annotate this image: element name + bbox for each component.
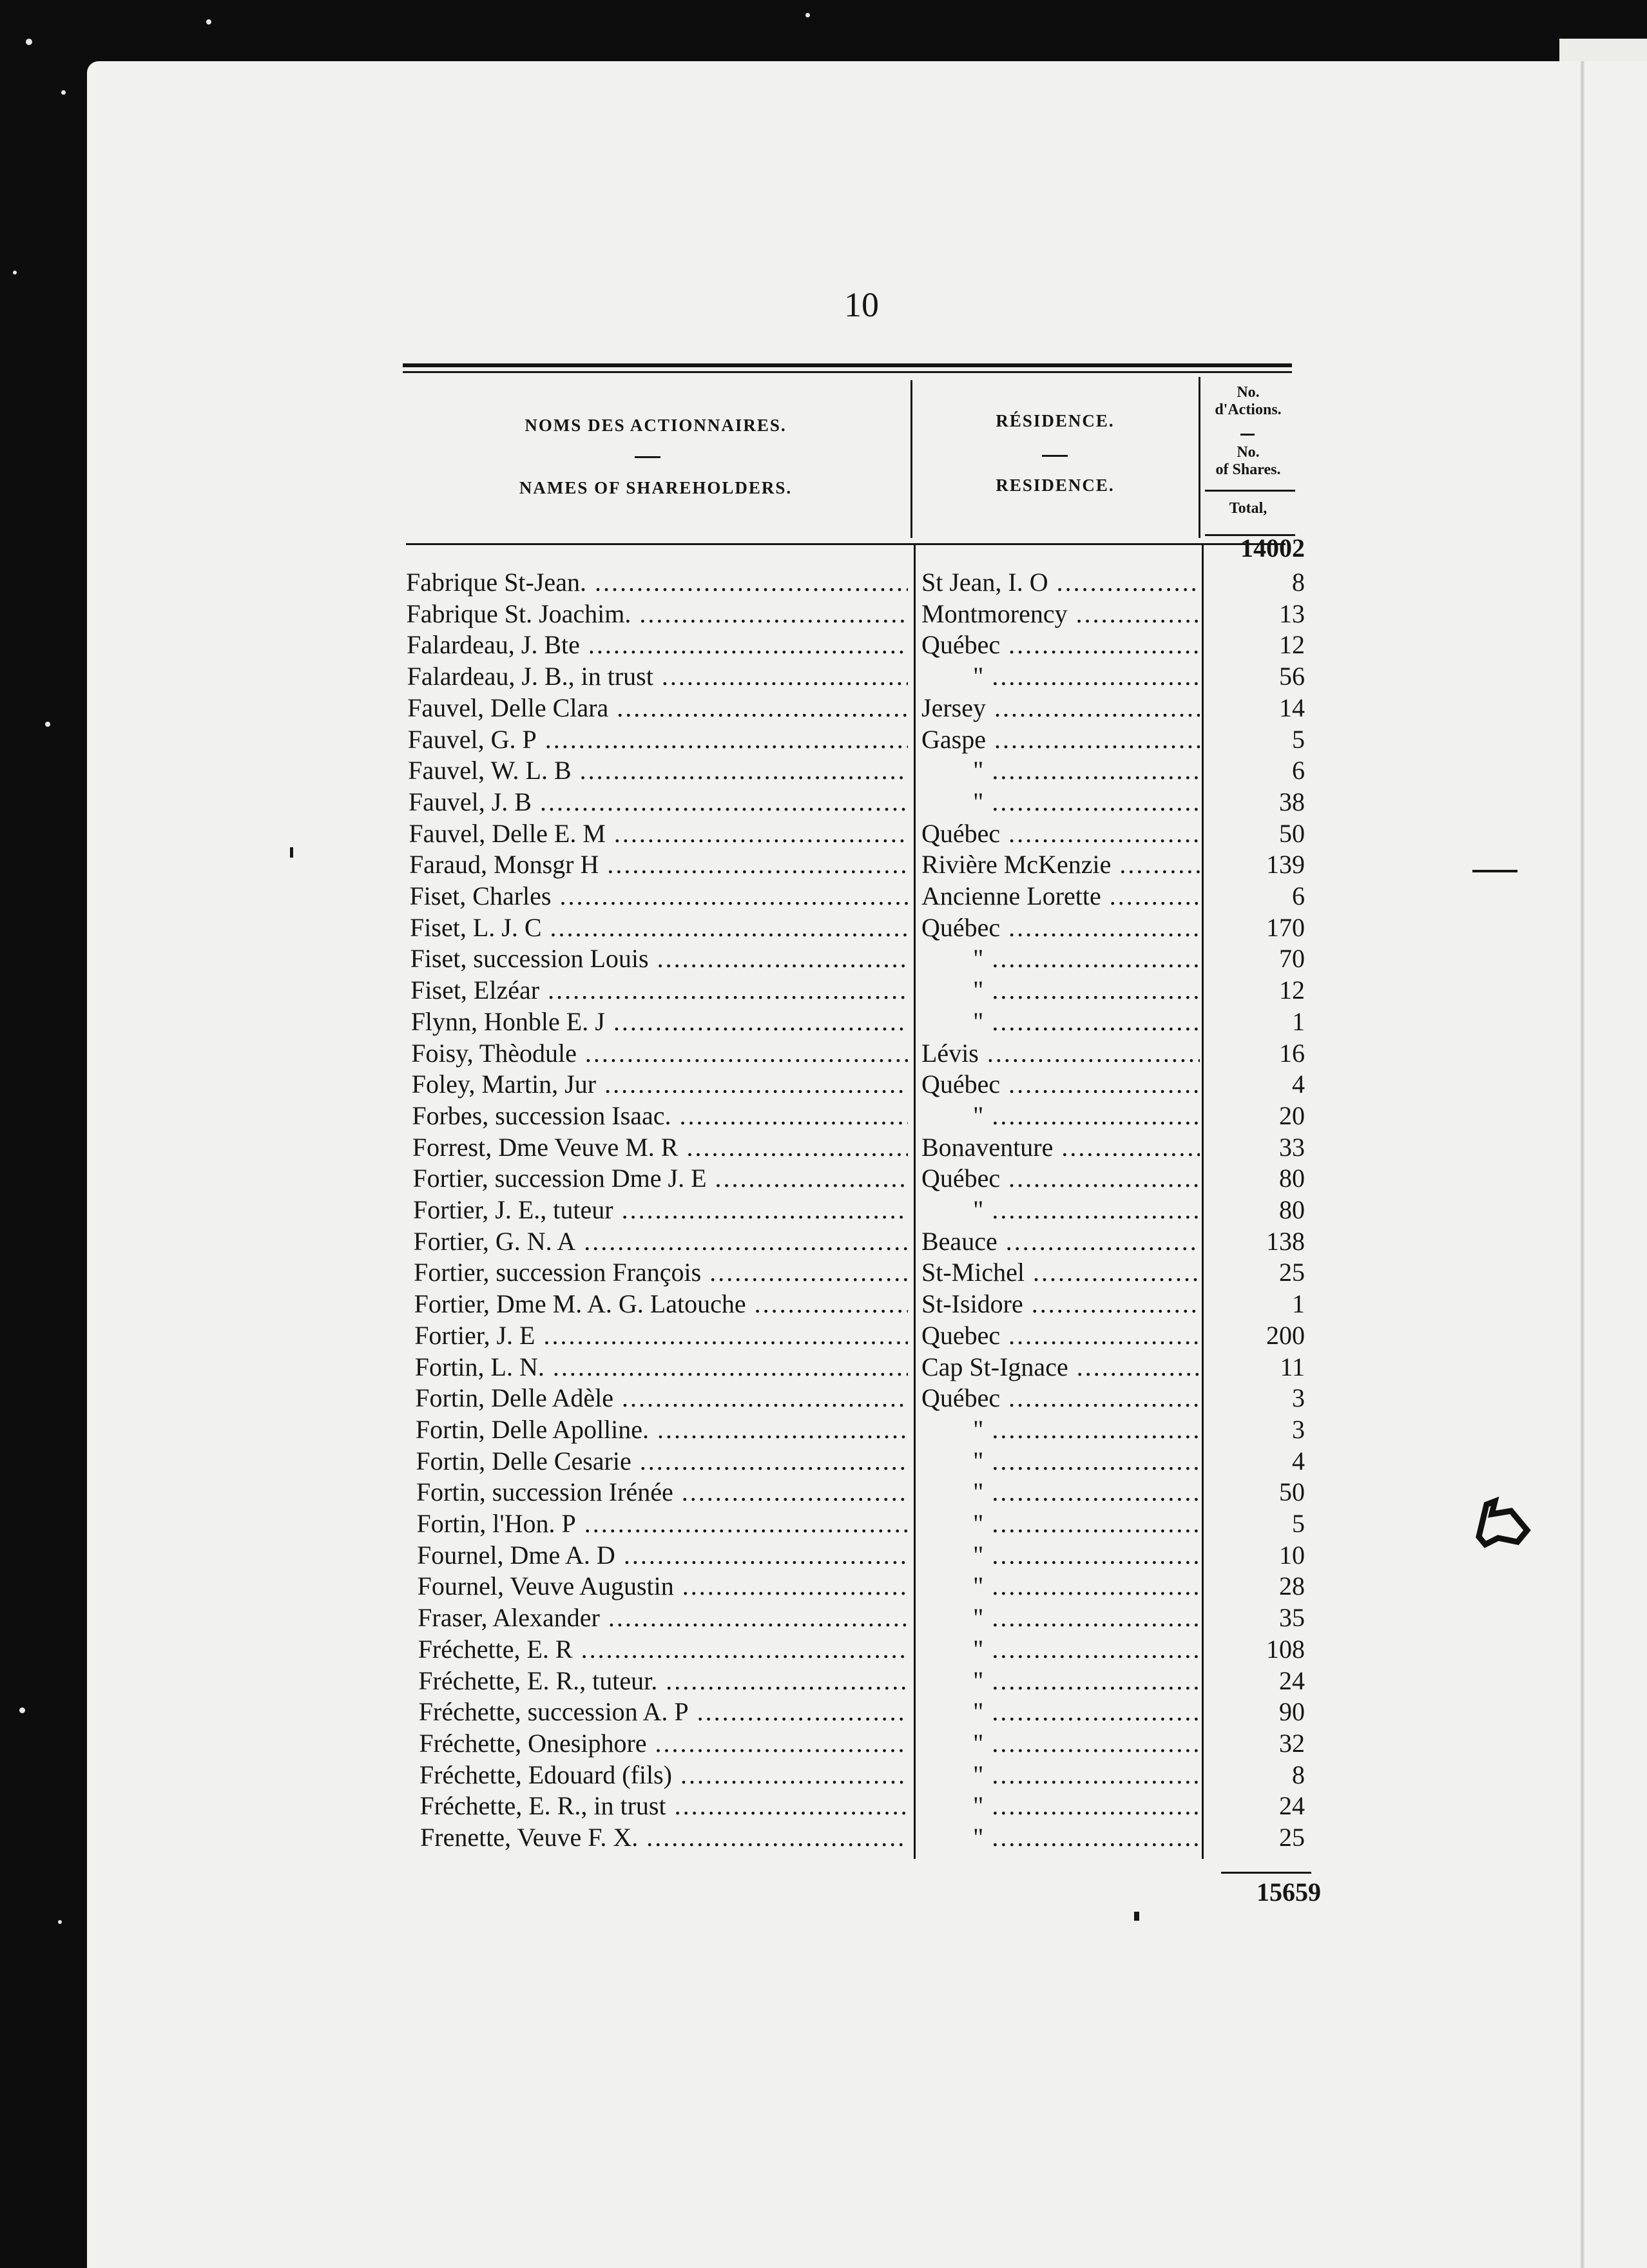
table-row xyxy=(0,1822,1647,1854)
table-row xyxy=(0,1383,1647,1414)
shareholder-name: Fraser, Alexander ..... xyxy=(418,1602,908,1633)
shareholder-shares: 5 xyxy=(1292,1509,1305,1538)
shareholder-residence: " ..... xyxy=(921,1666,1200,1696)
shareholder-shares: 24 xyxy=(1279,1666,1305,1695)
header-residence-en: RESIDENCE. xyxy=(996,476,1115,495)
shareholder-name: Foley, Martin, Jur ..... xyxy=(412,1069,908,1099)
shareholder-residence: " ..... xyxy=(921,787,1200,817)
table-row xyxy=(0,1226,1647,1258)
shareholder-shares: 16 xyxy=(1279,1038,1305,1068)
shareholder-residence: " ..... xyxy=(921,755,1200,785)
shareholder-name: Fauvel, Delle Clara ..... xyxy=(407,693,908,723)
shareholder-shares: 25 xyxy=(1279,1258,1305,1287)
shareholder-residence: " ..... xyxy=(921,1477,1200,1507)
shareholder-name: Fauvel, Delle E. M ..... xyxy=(409,818,908,849)
table-row xyxy=(0,629,1647,661)
shareholder-residence: Québec ..... xyxy=(921,912,1200,943)
stray-dash-mark xyxy=(1472,870,1517,872)
shareholder-name: Fortier, G. N. A ..... xyxy=(414,1226,908,1256)
shareholder-name: Fréchette, Onesiphore ..... xyxy=(419,1728,908,1758)
table-row xyxy=(0,724,1647,756)
shareholder-shares: 50 xyxy=(1279,818,1305,848)
shareholder-shares: 35 xyxy=(1279,1603,1305,1633)
shareholder-name: Flynn, Honble E. J ..... xyxy=(411,1006,908,1037)
shareholder-shares: 139 xyxy=(1266,850,1305,879)
shareholder-name: Foisy, Thèodule ..... xyxy=(411,1038,908,1068)
shareholder-residence: " ..... xyxy=(921,1100,1200,1131)
shareholder-name: Fabrique St. Joachim. ..... xyxy=(407,599,908,629)
scan-speck xyxy=(61,90,66,95)
table-row xyxy=(0,1352,1647,1383)
table-row xyxy=(0,1289,1647,1320)
shareholder-residence: " ..... xyxy=(921,1822,1200,1852)
table-row xyxy=(0,787,1647,818)
table-row xyxy=(0,1602,1647,1634)
shareholder-residence: " ..... xyxy=(921,943,1200,974)
shareholder-shares: 80 xyxy=(1279,1164,1305,1193)
shareholder-residence: Quebec ..... xyxy=(921,1320,1200,1350)
shareholder-name: Forbes, succession Isaac. ..... xyxy=(412,1100,908,1131)
header-total-label: Total, xyxy=(1229,500,1267,517)
shareholder-shares: 4 xyxy=(1292,1070,1305,1099)
shareholder-shares: 1 xyxy=(1292,1006,1305,1036)
shareholder-name: Fréchette, E. R., tuteur. ..... xyxy=(418,1666,908,1696)
shareholder-shares: 10 xyxy=(1279,1540,1305,1570)
shareholder-shares: 24 xyxy=(1279,1791,1305,1821)
shareholder-residence: Montmorency ..... xyxy=(921,599,1200,629)
shareholder-residence: " ..... xyxy=(921,1791,1200,1821)
shareholder-residence: " ..... xyxy=(921,1540,1200,1570)
table-row xyxy=(0,943,1647,975)
shareholder-name: Fortin, l'Hon. P ..... xyxy=(417,1508,909,1539)
shareholder-shares: 14 xyxy=(1279,693,1305,722)
table-row xyxy=(0,755,1647,787)
shareholder-shares: 50 xyxy=(1279,1477,1305,1507)
shareholder-residence: Lévis ..... xyxy=(921,1038,1200,1068)
shareholder-name: Falardeau, J. B., in trust ..... xyxy=(407,661,908,691)
shareholder-name: Fauvel, G. P ..... xyxy=(408,724,908,754)
header-shares-fr-2: d'Actions. xyxy=(1215,401,1282,418)
shareholder-name: Fortin, L. N. ..... xyxy=(415,1352,908,1382)
shareholder-name: Fauvel, W. L. B ..... xyxy=(408,755,908,785)
header-shares-fr-1: No. xyxy=(1237,384,1260,401)
shareholder-shares: 56 xyxy=(1279,662,1305,691)
shareholder-residence: St Jean, I. O ..... xyxy=(921,567,1200,597)
shareholder-residence: Québec ..... xyxy=(921,1069,1200,1099)
shareholder-residence: Gaspe ..... xyxy=(921,724,1200,754)
shareholder-residence: Jersey ..... xyxy=(921,693,1200,723)
scan-speck xyxy=(26,39,32,45)
header-bottom-rule xyxy=(406,543,1286,545)
shareholder-name: Fiset, Elzéar ..... xyxy=(410,975,908,1005)
shareholder-shares: 32 xyxy=(1279,1728,1305,1758)
table-row xyxy=(0,1163,1647,1195)
shareholder-name: Fréchette, E. R., in trust ..... xyxy=(419,1791,908,1821)
shareholder-name: Fournel, Dme A. D ..... xyxy=(417,1540,908,1570)
shareholder-residence: " ..... xyxy=(921,1760,1200,1790)
shareholder-residence: " ..... xyxy=(921,1446,1200,1476)
shareholder-residence: " ..... xyxy=(921,1414,1200,1445)
shareholder-shares: 11 xyxy=(1280,1352,1305,1381)
table-row xyxy=(0,881,1647,912)
brought-forward-total: 14002 xyxy=(1240,533,1305,562)
grand-total-rule xyxy=(1221,1872,1311,1874)
header-dash xyxy=(1240,434,1255,436)
shareholder-residence: St-Michel ..... xyxy=(921,1257,1200,1287)
table-row xyxy=(0,599,1647,630)
shareholder-name: Fortier, Dme M. A. G. Latouche ..... xyxy=(414,1289,908,1319)
shareholder-name: Fréchette, E. R ..... xyxy=(418,1634,908,1664)
shareholder-name: Fortin, Delle Cesarie ..... xyxy=(416,1446,908,1476)
header-top-rule-thin xyxy=(403,371,1292,373)
shareholder-shares: 33 xyxy=(1279,1132,1305,1162)
shareholder-shares: 13 xyxy=(1279,599,1305,628)
table-row xyxy=(0,1571,1647,1602)
shareholder-shares: 8 xyxy=(1292,568,1305,597)
shareholder-name: Fortin, succession Irénée ..... xyxy=(416,1477,908,1507)
shareholder-shares: 12 xyxy=(1279,975,1305,1005)
table-row xyxy=(0,1446,1647,1477)
table-row xyxy=(0,1508,1647,1540)
header-dash xyxy=(1042,455,1068,457)
table-row xyxy=(0,1257,1647,1289)
shareholder-shares: 8 xyxy=(1292,1760,1305,1789)
shareholder-shares: 1 xyxy=(1292,1289,1305,1319)
table-row xyxy=(0,1477,1647,1508)
table-row xyxy=(0,567,1647,599)
shareholder-residence: " ..... xyxy=(921,1571,1200,1601)
shareholder-residence: " ..... xyxy=(921,661,1200,691)
shareholder-name: Fortier, succession Dme J. E ..... xyxy=(412,1163,908,1193)
stray-ink-mark xyxy=(1472,1492,1537,1550)
shareholder-shares: 20 xyxy=(1279,1100,1305,1130)
shareholder-name: Faraud, Monsgr H ..... xyxy=(409,849,908,879)
header-dash xyxy=(635,456,660,458)
shareholder-shares: 4 xyxy=(1292,1446,1305,1475)
shareholder-name: Fortin, Delle Adèle ..... xyxy=(415,1383,908,1413)
shareholder-shares: 38 xyxy=(1279,787,1305,816)
shareholder-name: Fortin, Delle Apolline. ..... xyxy=(416,1414,908,1445)
shareholder-shares: 3 xyxy=(1292,1414,1305,1444)
table-row xyxy=(0,1069,1647,1100)
header-shares-rule xyxy=(1205,490,1295,492)
table-row xyxy=(0,1320,1647,1352)
shareholder-residence: Québec ..... xyxy=(921,1383,1200,1413)
header-shares-en-1: No. xyxy=(1237,444,1260,461)
shareholder-residence: " ..... xyxy=(921,1508,1200,1539)
table-row xyxy=(0,1414,1647,1446)
shareholder-name: Fortier, J. E ..... xyxy=(414,1320,908,1350)
shareholder-name: Fauvel, J. B ..... xyxy=(409,787,908,817)
shareholder-shares: 200 xyxy=(1266,1320,1305,1350)
scan-speck xyxy=(805,13,810,17)
shareholder-name: Fréchette, succession A. P ..... xyxy=(419,1696,908,1727)
shareholder-name: Fiset, L. J. C ..... xyxy=(410,912,908,943)
shareholder-name: Fiset, Charles ..... xyxy=(410,881,909,911)
shareholder-name: Fabrique St-Jean. ..... xyxy=(406,567,908,597)
table-row xyxy=(0,1728,1647,1760)
table-row xyxy=(0,1132,1647,1164)
scan-speck xyxy=(13,271,17,274)
grand-total: 15659 xyxy=(1257,1878,1321,1907)
shareholder-residence: " ..... xyxy=(921,1696,1200,1727)
shareholder-residence: St-Isidore ..... xyxy=(921,1289,1200,1319)
table-row xyxy=(0,818,1647,850)
shareholder-name: Falardeau, J. Bte ..... xyxy=(407,629,908,660)
shareholder-shares: 28 xyxy=(1279,1571,1305,1601)
shareholder-name: Fréchette, Edouard (fils) ..... xyxy=(419,1760,908,1790)
shareholder-shares: 5 xyxy=(1292,724,1305,754)
shareholder-name: Fournel, Veuve Augustin ..... xyxy=(418,1571,908,1601)
shareholder-residence: Québec ..... xyxy=(921,629,1200,660)
table-row xyxy=(0,849,1647,881)
shareholder-shares: 3 xyxy=(1292,1383,1305,1413)
shareholder-residence: Québec ..... xyxy=(921,818,1200,849)
shareholder-residence: Rivière McKenzie ..... xyxy=(921,849,1200,879)
stray-dot-mark xyxy=(290,847,293,858)
header-top-rule xyxy=(403,363,1292,367)
shareholder-name: Fortier, succession François ..... xyxy=(414,1257,908,1287)
table-row xyxy=(0,1696,1647,1728)
shareholder-shares: 90 xyxy=(1279,1697,1305,1727)
header-shares-en-2: of Shares. xyxy=(1215,461,1281,478)
shareholder-residence: " ..... xyxy=(921,1728,1200,1758)
shareholder-residence: " ..... xyxy=(921,1195,1200,1225)
header-names-en: NAMES OF SHAREHOLDERS. xyxy=(519,478,793,497)
table-row xyxy=(0,661,1647,693)
table-row xyxy=(0,693,1647,724)
shareholder-shares: 6 xyxy=(1292,756,1305,785)
table-row xyxy=(0,1791,1647,1822)
header-divider-1 xyxy=(910,380,912,538)
shareholder-residence: Ancienne Lorette ..... xyxy=(921,881,1200,911)
table-row xyxy=(0,975,1647,1006)
shareholder-residence: " ..... xyxy=(921,1634,1200,1664)
scan-speck xyxy=(206,19,211,24)
table-row xyxy=(0,1666,1647,1697)
shareholder-residence: Beauce ..... xyxy=(921,1226,1200,1256)
shareholder-shares: 6 xyxy=(1292,881,1305,910)
shareholder-shares: 138 xyxy=(1266,1226,1305,1256)
table-row xyxy=(0,912,1647,944)
table-row xyxy=(0,1038,1647,1070)
header-residence-fr: RÉSIDENCE. xyxy=(996,411,1115,430)
table-row xyxy=(0,1195,1647,1226)
shareholder-shares: 170 xyxy=(1266,912,1305,942)
stray-dot-mark xyxy=(1134,1912,1139,1921)
table-row xyxy=(0,1634,1647,1666)
header-names-fr: NOMS DES ACTIONNAIRES. xyxy=(525,416,787,435)
shareholder-name: Forrest, Dme Veuve M. R ..... xyxy=(412,1132,908,1162)
table-row xyxy=(0,1760,1647,1791)
scan-speck xyxy=(58,1920,62,1924)
shareholder-shares: 12 xyxy=(1279,630,1305,660)
shareholder-name: Frenette, Veuve F. X. ..... xyxy=(420,1822,908,1852)
table-row xyxy=(0,1100,1647,1132)
table-row xyxy=(0,1006,1647,1038)
shareholder-residence: Québec ..... xyxy=(921,1163,1200,1193)
shareholder-shares: 80 xyxy=(1279,1195,1305,1224)
shareholder-shares: 25 xyxy=(1279,1823,1305,1852)
shareholder-name: Fortier, J. E., tuteur ..... xyxy=(413,1195,908,1225)
table-row xyxy=(0,1540,1647,1571)
shareholder-residence: " ..... xyxy=(921,975,1200,1005)
shareholder-residence: " ..... xyxy=(921,1006,1200,1037)
shareholder-shares: 108 xyxy=(1266,1634,1305,1664)
shareholder-residence: " ..... xyxy=(921,1602,1200,1633)
shareholder-shares: 70 xyxy=(1279,944,1305,974)
shareholder-residence: Cap St-Ignace ..... xyxy=(921,1352,1200,1382)
shareholder-residence: Bonaventure ..... xyxy=(921,1132,1200,1162)
shareholder-name: Fiset, succession Louis ..... xyxy=(410,943,908,974)
